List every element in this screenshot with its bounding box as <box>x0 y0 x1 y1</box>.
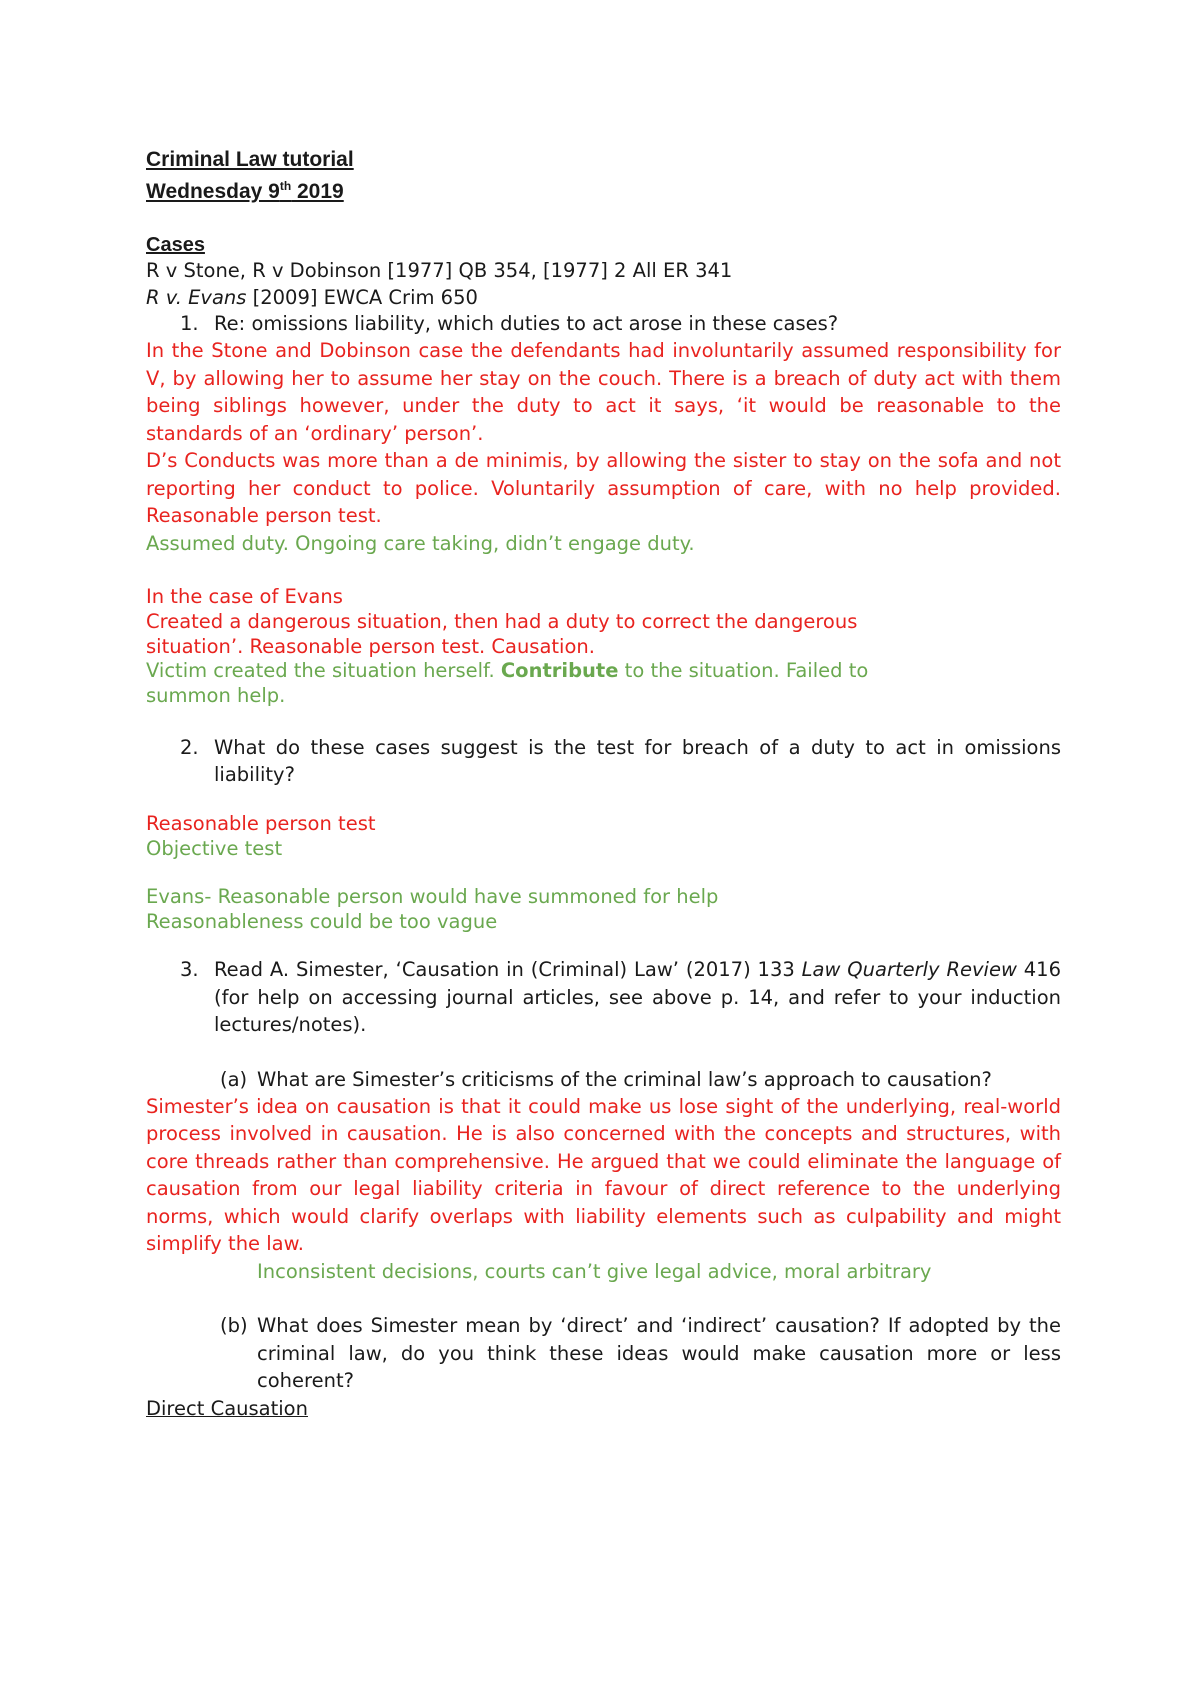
answer-1-red-b: D’s Conducts was more than a de minimis, by allowing the sister to stay on the sofa and not reporting her conduct to police. Voluntarily assumption of care, with no help provided. Reasonable person test. <box>146 449 1061 527</box>
evans-green-text: Victim created the situation herself. <box>146 659 501 682</box>
date-year: 2019 <box>291 180 344 203</box>
question-text: Re: omissions liability, which duties to act arose in these cases? <box>214 312 839 335</box>
question-number: 1. <box>180 312 199 335</box>
question-3 <box>146 956 1061 1039</box>
evans-green-rest: to the situation. Failed to summon help. <box>146 659 869 707</box>
question-text: What do these cases suggest is the test for breach of a duty to act in omissions liability? <box>214 736 1061 786</box>
direct-causation-heading: Direct Causation <box>146 1396 308 1420</box>
case-evans-citation: [2009] EWCA Crim 650 <box>246 285 478 309</box>
question-3a <box>146 1066 1061 1093</box>
answer-2-green-3: Reasonableness could be too vague <box>146 909 498 933</box>
case-evans <box>146 285 1061 312</box>
document-title <box>146 146 1061 173</box>
answer-1-green: Assumed duty. Ongoing care taking, didn’t engage duty. <box>146 531 695 555</box>
answer-3a-green: Inconsistent decisions, courts can’t give legal advice, moral arbitrary <box>257 1259 932 1283</box>
case-stone: R v Stone, R v Dobinson [1977] QB 354, [1977] 2 All ER 341 <box>146 259 733 282</box>
question-number: 2. <box>180 736 199 759</box>
sub-question-number: (a) <box>220 1067 248 1091</box>
q3-journal: Law Quarterly Review <box>801 958 1017 981</box>
question-1 <box>146 311 1061 337</box>
title-text: Criminal Law tutorial <box>146 148 354 171</box>
question-text <box>214 956 1061 1039</box>
evans-answer-red: Created a dangerous situation, then had a duty to correct the dangerous situation’. Reasonable person test. Causation. <box>146 610 858 658</box>
date-text: Wednesday 9 <box>146 180 280 203</box>
case-evans-name: R v. Evans <box>146 285 247 309</box>
q3-text: Read A. Simester, ‘Causation in (Criminal) Law’ (2017) 133 <box>214 958 802 981</box>
evans-green-bold: Contribute <box>500 659 619 682</box>
cases-heading: Cases <box>146 234 205 256</box>
answer-3a-red: Simester’s idea on causation is that it could make us lose sight of the underlying, real-world process involved in causation. He is also concerned with the concepts and structures, with core threads rather than comprehensive. He argued that we could eliminate the language of causation from our legal liability criteria in favour of direct reference to the underlying norms, which would clarify overlaps with liability elements such as culpability and might simplify the law. <box>146 1094 1061 1255</box>
question-3b <box>146 1312 1061 1395</box>
answer-2-green-1: Objective test <box>146 836 283 860</box>
sub-question-number: (b) <box>220 1314 248 1337</box>
question-2 <box>146 734 1061 788</box>
document-date <box>146 173 1061 205</box>
evans-answer-green <box>146 659 916 708</box>
answer-1-red-a: In the Stone and Dobinson case the defendants had involuntarily assumed responsibility for V, by allowing her to assume her stay on the couch. There is a breach of duty act with them being siblings however, under the duty to act it says, ‘it would be reasonable to the standards of an ‘ordinary’ person’. <box>146 339 1061 445</box>
date-superscript: th <box>279 179 292 193</box>
question-number: 3. <box>180 958 199 981</box>
answer-2-red: Reasonable person test <box>146 812 376 835</box>
sub-question-text: What does Simester mean by ‘direct’ and ‘indirect’ causation? If adopted by the criminal law, do you think these ideas would make causation more or less coherent? <box>257 1314 1061 1392</box>
evans-heading: In the case of Evans <box>146 585 343 608</box>
q3-text-rest: 416 (for help on accessing journal articles, see above p. 14, and refer to your induction lectures/notes). <box>214 958 1061 1036</box>
document-page <box>146 146 1061 1422</box>
sub-question-text: What are Simester’s criticisms of the criminal law’s approach to causation? <box>257 1067 992 1091</box>
answer-2-green-2: Evans- Reasonable person would have summoned for help <box>146 885 719 908</box>
